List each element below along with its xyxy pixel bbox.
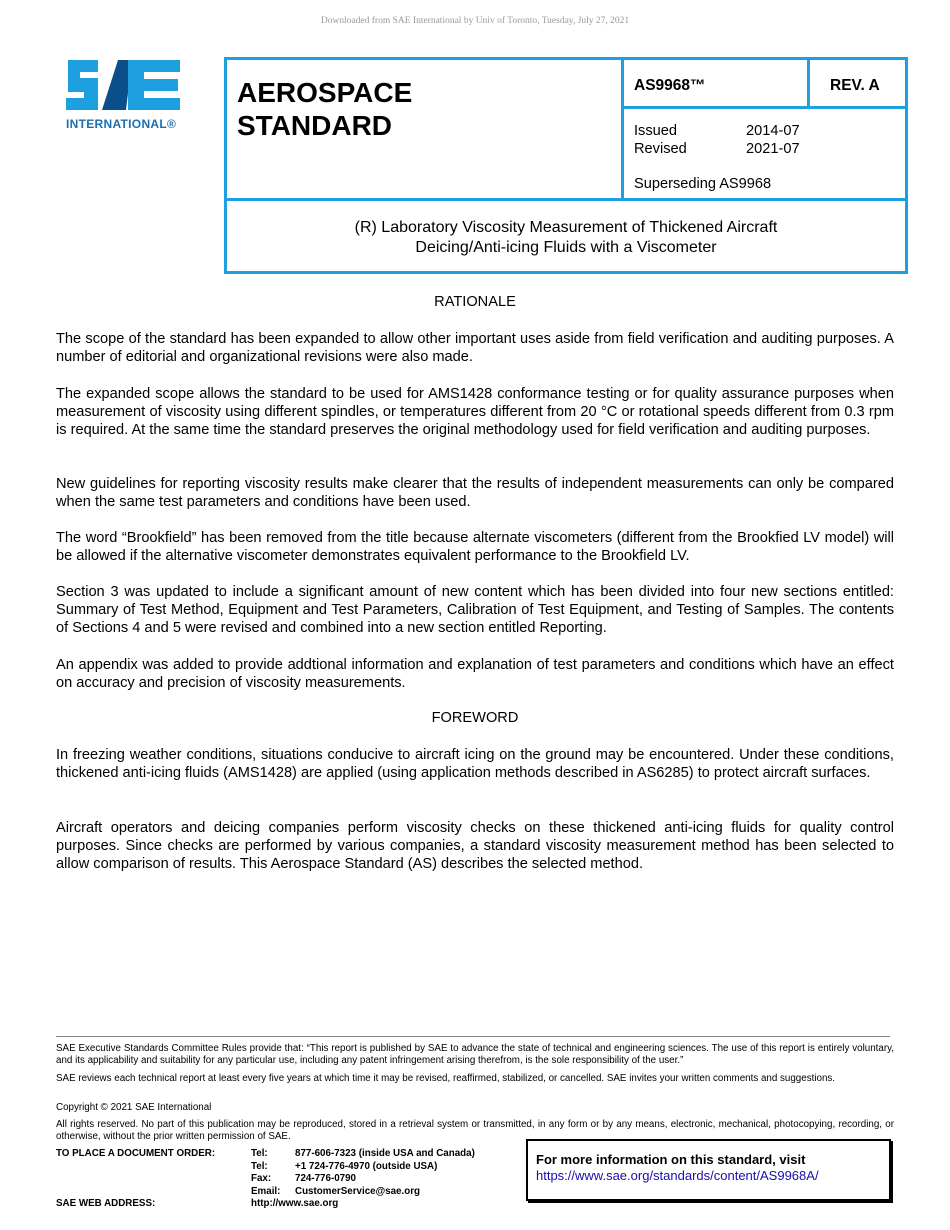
rationale-paragraph: Section 3 was updated to include a significant amount of new content which has been divided into four new sections entitled: Summary of Test Method, Equipment and Test Parameters, Calibration of Test Equipment, and Testing of Samples. The contents of Sections 4 and 5 were revised and combined into a new section entitled Reporting.	[56, 584, 894, 636]
title-line2: Deicing/Anti-icing Fluids with a Viscometer	[415, 239, 717, 256]
foreword-heading: FOREWORD	[431, 710, 519, 726]
footer-review: SAE reviews each technical report at least every five years at which time it may be revised, reaffirmed, stabilized, or cancelled. SAE invites your written comments and suggestions.	[56, 1073, 836, 1084]
order-label: TO PLACE A DOCUMENT ORDER:	[56, 1148, 216, 1159]
footer-rules: SAE Executive Standards Committee Rules provide that: “This report is published by SAE to advance the state of technical and engineering sciences. The use of this report is entirely voluntary, and its applicability and suitability for any particular use, including any patent infringement arising therefrom, is the sole responsibility of the user.”	[56, 1043, 894, 1066]
footer-rights: All rights reserved. No part of this publication may be reproduced, stored in a retrieval system or transmitted, in any form or by any means, electronic, mechanical, photocopying, recording, or otherwise, without the prior written permission of SAE.	[56, 1119, 894, 1142]
contact-value: 877-606-7323 (inside USA and Canada)	[295, 1148, 475, 1159]
document-title	[227, 218, 905, 258]
contact-label: Tel:	[251, 1148, 268, 1159]
info-text: For more information on this standard, visit	[536, 1152, 806, 1167]
standard-link[interactable]: https://www.sae.org/standards/content/AS9968A/	[536, 1168, 819, 1183]
rationale-paragraph: The word “Brookfield” has been removed from the title because alternate viscometers (different from the Brookfied LV model) will be allowed if the alternative viscometer demonstrates equivalent performance to the Brookfield LV.	[56, 530, 894, 564]
rationale-paragraph: An appendix was added to provide addtional information and explanation of test parameters and conditions which have an effect on accuracy and precision of viscosity measurements.	[56, 657, 894, 691]
download-note: Downloaded from SAE International by Univ of Toronto, Tuesday, July 27, 2021	[320, 16, 630, 26]
superseding: Superseding AS9968	[634, 176, 772, 192]
revised-label: Revised	[634, 141, 687, 157]
issued-date: 2014-07	[746, 123, 800, 139]
foreword-paragraph: In freezing weather conditions, situations conducive to aircraft icing on the ground may be encountered. Under these conditions, thickened anti-icing fluids (AMS1428) are applied (using application methods described in AS6285) to protect aircraft surfaces.	[56, 747, 894, 781]
web-address-label: SAE WEB ADDRESS:	[56, 1198, 156, 1209]
logo-subtitle: INTERNATIONAL®	[66, 117, 177, 131]
contact-label: Tel:	[251, 1160, 268, 1172]
document-type-line2: STANDARD	[237, 110, 393, 141]
contact-label: Email:	[251, 1185, 281, 1197]
info-box	[526, 1139, 891, 1201]
issue-dates	[634, 122, 800, 158]
rationale-paragraph: The expanded scope allows the standard to be used for AMS1428 conformance testing or for quality assurance purposes when measurement of viscosity using different spindles, or temperatures different from 20 °C or rotational speeds different from 0.3 rpm is required. At the same time the standard preserves the original methodology used for field verification and auditing purposes.	[56, 386, 894, 438]
foreword-paragraph: Aircraft operators and deicing companies perform viscosity checks on these thickened anti-icing fluids for quality control purposes. Since checks are performed by various companies, a standard viscosity measurement method has been selected to allow comparison of results. This Aerospace Standard (AS) describes the selected method.	[56, 820, 894, 872]
contact-label: Fax:	[251, 1173, 272, 1184]
issued-label: Issued	[634, 123, 677, 139]
title-line1: (R) Laboratory Viscosity Measurement of Thickened Aircraft	[354, 219, 778, 236]
document-type-line1: AEROSPACE	[237, 77, 413, 108]
contact-email[interactable]: CustomerService@sae.org	[295, 1185, 420, 1197]
rationale-paragraph: New guidelines for reporting viscosity results make clearer that the results of independent measurements can only be compared when the same test parameters and conditions have been used.	[56, 476, 894, 510]
web-address-link[interactable]: http://www.sae.org	[251, 1198, 339, 1209]
footer-copyright: Copyright © 2021 SAE International	[56, 1102, 212, 1113]
rationale-heading: RATIONALE	[434, 294, 516, 310]
document-type	[237, 76, 412, 142]
rationale-paragraph: The scope of the standard has been expanded to allow other important uses aside from field verification and auditing purposes. A number of editorial and organizational revisions were also made.	[56, 331, 894, 365]
document-number: AS9968™	[634, 77, 706, 94]
order-contacts	[251, 1148, 475, 1211]
revised-date: 2021-07	[746, 141, 800, 157]
contact-value: +1 724-776-4970 (outside USA)	[295, 1160, 438, 1172]
revision: REV. A	[830, 77, 880, 94]
contact-value: 724-776-0790	[295, 1173, 357, 1184]
footer-divider	[56, 1036, 890, 1037]
